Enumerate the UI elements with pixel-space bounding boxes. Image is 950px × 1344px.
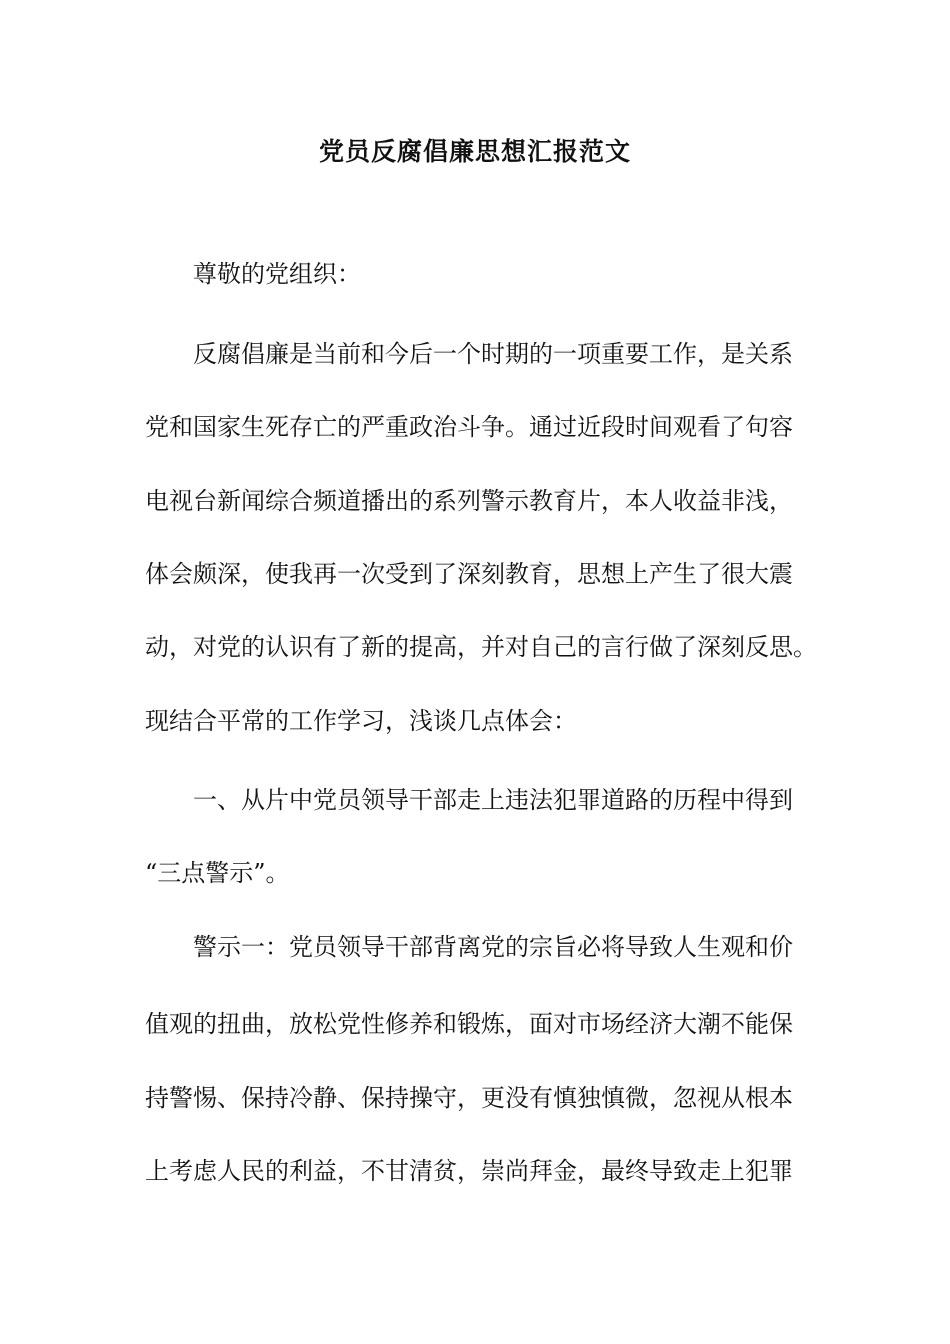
paragraph-line: 动，对党的认识有了新的提高，并对自己的言行做了深刻反思。 — [145, 633, 817, 661]
salutation: 尊敬的党组织： — [193, 260, 361, 288]
document-title: 党员反腐倡廉思想汇报范文 — [318, 137, 631, 166]
paragraph-line: 体会颇深，使我再一次受到了深刻教育，思想上产生了很大震 — [145, 560, 793, 588]
paragraph-line: 上考虑人民的利益，不甘清贫，崇尚拜金，最终导致走上犯罪 — [145, 1157, 793, 1185]
paragraph-line: 持警惕、保持冷静、保持操守，更没有慎独慎微，忽视从根本 — [145, 1084, 793, 1112]
paragraph-line: 电视台新闻综合频道播出的系列警示教育片，本人收益非浅， — [145, 487, 793, 515]
paragraph-line: 党和国家生死存亡的严重政治斗争。通过近段时间观看了句容 — [145, 413, 793, 441]
paragraph-line: 值观的扭曲，放松党性修养和锻炼，面对市场经济大潮不能保 — [145, 1010, 793, 1038]
section-heading-line: 一、从片中党员领导干部走上违法犯罪道路的历程中得到 — [193, 786, 793, 814]
paragraph-line: 警示一：党员领导干部背离党的宗旨必将导致人生观和价 — [193, 933, 793, 961]
section-heading-line: “三点警示”。 — [145, 859, 290, 887]
paragraph-line: 反腐倡廉是当前和今后一个时期的一项重要工作，是关系 — [193, 340, 793, 368]
paragraph-line: 现结合平常的工作学习，浅谈几点体会： — [145, 707, 577, 735]
